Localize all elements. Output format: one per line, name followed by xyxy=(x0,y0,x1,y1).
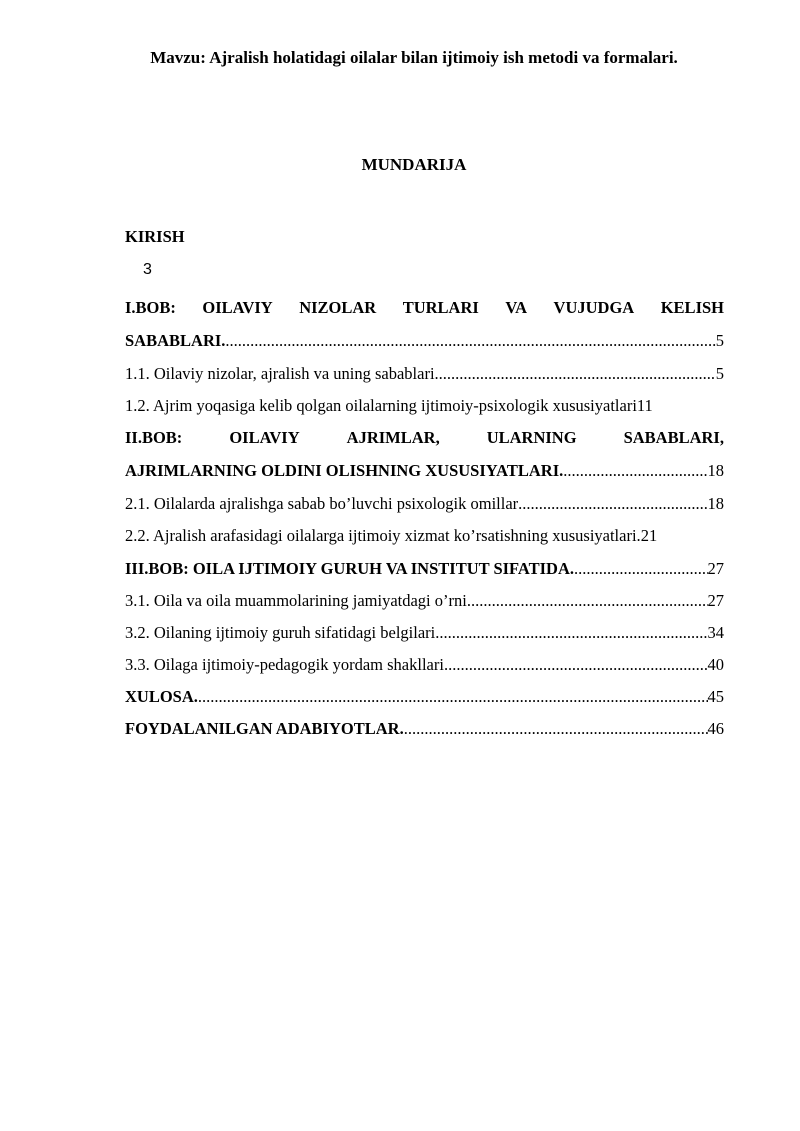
toc-page-number: 21 xyxy=(640,526,658,545)
toc-word: NIZOLAR xyxy=(299,298,377,317)
toc-entry-3-2 xyxy=(125,621,724,645)
document-topic: Mavzu: Ajralish holatidagi oilalar bilan ijtimoiy ish metodi va formalari. xyxy=(150,48,678,67)
toc-leader-dots xyxy=(404,717,708,741)
toc-page-number: 46 xyxy=(707,719,724,738)
toc-page-number: 45 xyxy=(707,687,724,706)
toc-word: I.BOB: xyxy=(125,298,176,317)
toc-entry-text: AJRIMLARNING OLDINI OLISHNING XUSUSIYATLARI. xyxy=(125,461,564,480)
toc-intro-page: 3 xyxy=(143,261,152,278)
toc-leader-dots xyxy=(198,685,708,709)
toc-word: VA xyxy=(505,298,528,317)
toc-entry-text: 3.1. Oila va oila muammolarining jamiyatdagi o’rni xyxy=(125,591,467,610)
toc-page-number: 18 xyxy=(707,461,724,480)
toc-entry-1-1 xyxy=(125,362,724,386)
toc-word: VUJUDGA xyxy=(553,298,635,317)
toc-chapter3 xyxy=(125,557,724,581)
toc-entry-2-2 xyxy=(125,524,657,548)
toc-leader-dots xyxy=(225,329,715,353)
toc-page-number: 11 xyxy=(636,396,653,415)
toc-word: AJRIMLAR, xyxy=(346,428,440,447)
toc-entry-text: FOYDALANILGAN ADABIYOTLAR. xyxy=(125,719,404,738)
toc-leader-dots xyxy=(444,653,708,677)
toc-page-number: 27 xyxy=(707,591,724,610)
toc-entry-text: 2.1. Oilalarda ajralishga sabab bo’luvchi psixologik omillar xyxy=(125,494,519,513)
toc-word: II.BOB: xyxy=(125,428,183,447)
toc-references xyxy=(125,717,724,741)
toc-entry-3-1 xyxy=(125,589,724,613)
toc-page-number: 34 xyxy=(707,623,724,642)
toc-page-number: 18 xyxy=(707,494,724,513)
toc-page-number: 5 xyxy=(715,331,724,350)
toc-conclusion xyxy=(125,685,724,709)
toc-leader-dots xyxy=(518,492,707,516)
toc-word: TURLARI xyxy=(402,298,479,317)
toc-chapter1-line1 xyxy=(125,296,724,320)
toc-word: OILAVIY xyxy=(202,298,273,317)
toc-leader-dots xyxy=(467,589,708,613)
toc-chapter2-line2 xyxy=(125,459,724,483)
toc-entry-2-1 xyxy=(125,492,724,516)
toc-word: OILAVIY xyxy=(229,428,300,447)
toc-entry-1-2 xyxy=(125,394,653,418)
toc-leader-dots xyxy=(563,459,707,483)
toc-chapter1-line2 xyxy=(125,329,724,353)
toc-word: ULARNING xyxy=(486,428,577,447)
toc-page-number: 40 xyxy=(707,655,724,674)
toc-word: KELISH xyxy=(660,298,724,317)
toc-word: SABABLARI, xyxy=(623,428,724,447)
toc-entry-text: XULOSA. xyxy=(125,687,198,706)
toc-intro-label: KIRISH xyxy=(125,227,185,246)
toc-entry-text: 1.1. Oilaviy nizolar, ajralish va uning sabablari xyxy=(125,364,435,383)
toc-title: MUNDARIJA xyxy=(361,155,467,174)
toc-leader-dots xyxy=(435,621,707,645)
toc-entry-text: III.BOB: OILA IJTIMOIY GURUH VA INSTITUT SIFATIDA. xyxy=(125,559,574,578)
toc-page-number: 5 xyxy=(715,364,724,383)
toc-entry-text: 2.2. Ajralish arafasidagi oilalarga ijtimoiy xizmat ko’rsatishning xususiyatlari. xyxy=(125,526,641,545)
toc-entry-text: 3.2. Oilaning ijtimoiy guruh sifatidagi belgilari xyxy=(125,623,436,642)
toc-leader-dots xyxy=(574,557,708,581)
toc-entry-3-3 xyxy=(125,653,724,677)
toc-entry-text: 3.3. Oilaga ijtimoiy-pedagogik yordam shakllari xyxy=(125,655,444,674)
toc-entry-text: SABABLARI. xyxy=(125,331,226,350)
toc-page-number: 27 xyxy=(707,559,724,578)
toc-chapter2-line1 xyxy=(125,426,724,450)
toc-entry-text: 1.2. Ajrim yoqasiga kelib qolgan oilalarning ijtimoiy-psixologik xususiyatlari xyxy=(125,396,637,415)
toc-leader-dots xyxy=(435,362,716,386)
